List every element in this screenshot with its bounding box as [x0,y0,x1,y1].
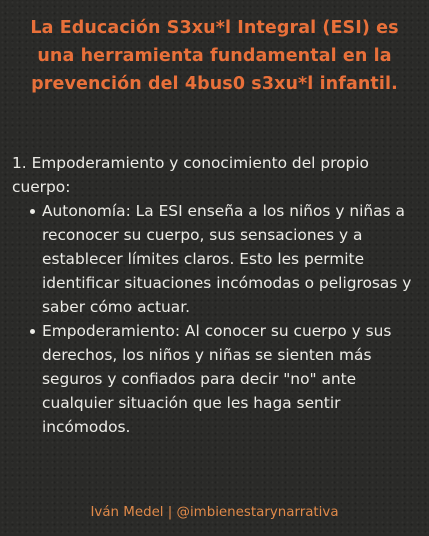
bullet-dot-icon [30,329,35,334]
bullet-item-autonomia [30,199,420,319]
bullet-list [12,199,420,439]
bullet-item-empoderamiento [30,319,420,439]
bullet-dot-icon [30,209,35,214]
headline: La Educación S3xu*l Integral (ESI) es una herramienta fundamental en la prevención del 4bus0 s3xu*l infantil. [30,18,399,94]
author-credit: Iván Medel | @imbienestarynarrativa [90,505,339,520]
content-section [12,151,420,439]
bullet-text: Empoderamiento: Al conocer su cuerpo y sus derechos, los niños y niñas se sienten más seguros y confiados para decir "no" ante cualquier situación que les haga sentir incómodos. [42,322,392,436]
section-title: 1. Empoderamiento y conocimiento del propio cuerpo: [12,154,369,196]
bullet-text: Autonomía: La ESI enseña a los niños y niñas a reconocer su cuerpo, sus sensaciones y a establecer límites claros. Esto les permite identificar situaciones incómodas o peligrosas y saber cómo actuar. [42,202,412,316]
